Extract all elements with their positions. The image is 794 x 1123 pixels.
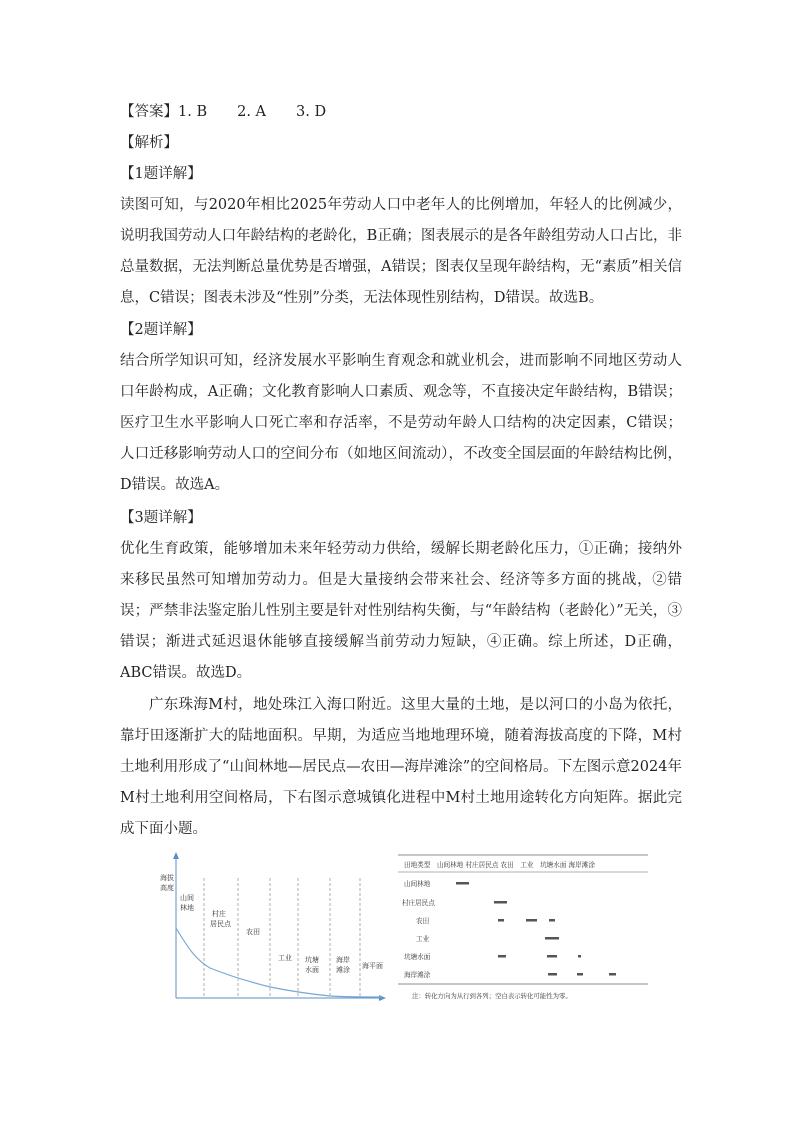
zone-label: 海岸 <box>336 956 350 964</box>
q3-heading: 【3题详解】 <box>120 510 202 526</box>
question-intro: 广东珠海M村，地处珠江入海口附近。这里大量的土地，是以河口的小岛为依托，靠圩田逐渐扩大的陆地面积。早期，为适应当地地理环境，随着海拔高度的下降，M村土地利用形成了“山间林地—居民点—农田—海岸滩涂”的空间格局。下左图示意2024年M村土地利用空间格局，下右图示意城镇化进程中M村土地用途转化方向矩阵。据此完成下面小题。 <box>120 697 682 837</box>
matrix-row-label: 农田 <box>416 917 430 925</box>
analysis-heading: 【解析】 <box>120 135 178 151</box>
q2-heading: 【2题详解】 <box>120 322 202 338</box>
conversion-mark <box>609 973 616 976</box>
matrix-row-label: 海岸滩涂 <box>404 971 431 979</box>
conversion-mark <box>526 919 537 922</box>
q2-explanation: 结合所学知识可知，经济发展水平影响生育观念和就业机会，进而影响不同地区劳动人口年龄构成，A正确；文化教育影响人口素质、观念等，不直接决定年龄结构，B错误；医疗卫生水平影响人口死亡率和存活率，不是劳动年龄人口结构的决定因素，C错误；人口迁移影响劳动人口的空间分布（如地区间流动），不改变全国层面的年龄结构比例，D错误。故选A。 <box>120 353 682 493</box>
answer-item: 3. D <box>296 104 327 120</box>
matrix-row-label: 山间林地 <box>404 880 431 888</box>
q1-heading: 【1题详解】 <box>120 166 202 182</box>
conversion-mark <box>549 919 555 922</box>
conversion-marks <box>456 882 616 976</box>
zone-label: 村庄 <box>212 910 226 918</box>
conversion-mark <box>577 973 583 976</box>
zone-label: 水面 <box>305 966 319 974</box>
conversion-mark <box>547 955 557 958</box>
zone-label: 山间 <box>180 894 194 902</box>
matrix-row-label: 村庄居民点 <box>402 899 435 907</box>
conversion-mark <box>498 955 506 958</box>
answer-label: 【答案】 <box>120 104 178 120</box>
q3-explanation: 优化生育政策，能够增加未来年轻劳动力供给，缓解长期老龄化压力，①正确；接纳外来移民虽然可知增加劳动力。但是大量接纳会带来社会、经济等多方面的挑战，②错误；严禁非法鉴定胎儿性别主要是针对性别结构失衡，与“年龄结构（老龄化）”无关，③错误；渐进式延迟退休能够直接缓解当前劳动力短缺，④正确。综上所述，D正确，ABC错误。故选D。 <box>120 541 682 681</box>
zone-label: 居民点 <box>210 920 231 928</box>
conversion-matrix-svg <box>398 852 650 1004</box>
x-axis-arrow-icon <box>379 995 386 1001</box>
matrix-note: 注：转化方向为从行到各列；空白表示转化可能性为零。 <box>412 992 572 1000</box>
y-axis-label-line: 高度 <box>160 884 174 892</box>
conversion-mark <box>578 955 581 958</box>
land-use-profile-figure <box>160 850 388 1002</box>
conversion-mark <box>498 919 504 922</box>
zone-label: 海平面 <box>362 962 383 970</box>
answer-line <box>120 102 680 122</box>
zone-label: 滩涂 <box>336 966 350 974</box>
answer-item: 2. A <box>237 104 267 120</box>
matrix-row-label: 工业 <box>416 935 430 943</box>
matrix-row-label: 坑塘水面 <box>404 953 431 961</box>
answer-item: 1. B <box>178 104 208 120</box>
elevation-curve <box>176 928 382 997</box>
conversion-mark <box>494 901 507 904</box>
q1-explanation: 读图可知，与2020年相比2025年劳动人口中老年人的比例增加，年轻人的比例减少，说明我国劳动人口年龄结构的老龄化，B正确；图表展示的是各年龄组劳动人口占比，非总量数据，无法判断总量优势是否增强，A错误；图表仅呈现年龄结构，无“素质”相关信息，C错误；图表未涉及“性别”分类，无法体现性别结构，D错误。故选B。 <box>120 197 682 306</box>
y-axis-arrow-icon <box>173 852 179 859</box>
zone-label: 坑塘 <box>305 956 319 964</box>
conversion-mark <box>456 882 469 885</box>
zone-label: 林地 <box>180 904 194 912</box>
matrix-header: 田地类型 山间林地 村庄居民点 农田 工业 坑塘水面 海岸滩涂 <box>404 861 595 869</box>
conversion-matrix-figure <box>398 852 650 1004</box>
conversion-mark <box>548 973 557 976</box>
land-use-profile-svg <box>160 850 388 1002</box>
y-axis-label-line: 海拔 <box>160 874 174 882</box>
zone-label: 工业 <box>278 954 292 962</box>
zone-label: 农田 <box>246 928 260 936</box>
conversion-mark <box>545 937 559 940</box>
